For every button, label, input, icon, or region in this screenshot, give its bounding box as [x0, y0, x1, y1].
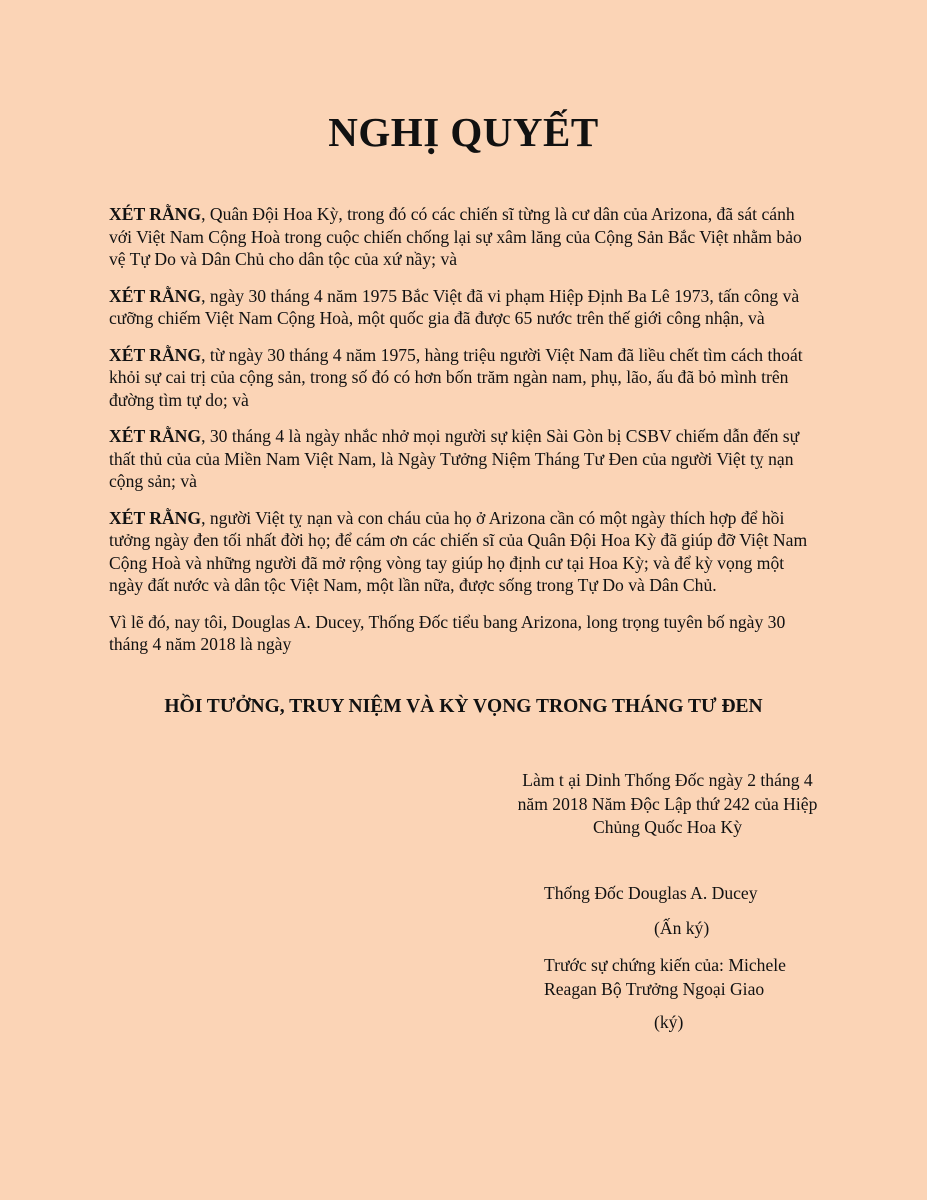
place-date-line: Chủng Quốc Hoa Kỳ [592, 817, 743, 837]
witness-line: Reagan Bộ Trưởng Ngoại Giao [544, 978, 765, 999]
whereas-lead: XÉT RẰNG [109, 507, 202, 528]
witness-signature: (ký) [654, 1012, 684, 1032]
closing-paragraph: Vì lẽ đó, nay tôi, Douglas A. Ducey, Thống Đốc tiểu bang Arizona, long trọng tuyên bố ngày 30 tháng 4 năm 2018 là ngày [109, 611, 786, 654]
signature-block [544, 882, 864, 906]
witness-block [544, 954, 864, 1001]
document-body [109, 203, 814, 670]
whereas-paragraph-4 [109, 425, 814, 493]
document-title: NGHỊ QUYẾT [328, 109, 599, 155]
whereas-text: , 30 tháng 4 là ngày nhắc nhở mọi người sự kiện Sài Gòn bị CSBV chiếm dẫn đến sự thất thủ của của Miền Nam Việt Nam, là Ngày Tưởng Niệm Tháng Tư Đen của người Việt tỵ nạn cộng sản; và [109, 426, 800, 491]
witness-line: Trước sự chứng kiến của: Michele [544, 955, 786, 975]
proclamation-heading: HỒI TƯỞNG, TRUY NIỆM VÀ KỲ VỌNG TRONG THÁNG TƯ ĐEN [164, 696, 763, 717]
whereas-text: , từ ngày 30 tháng 4 năm 1975, hàng triệu người Việt Nam đã liều chết tìm cách thoát khỏi sự cai trị của cộng sản, trong số đó có hơn bốn trăm ngàn nam, phụ, lão, ấu đã bỏ mình trên đường tìm tự do; và [109, 344, 803, 410]
governor-name: Thống Đốc Douglas A. Ducey [544, 883, 758, 903]
whereas-lead: XÉT RẰNG [109, 426, 202, 446]
place-date-line: Làm t ại Dinh Thống Đốc ngày 2 tháng 4 [522, 770, 813, 790]
whereas-text: , người Việt tỵ nạn và con cháu của họ ở Arizona cần có một ngày thích hợp để hồi tưởng ngày đen tối nhất đời họ; để cám ơn các chiến sĩ của Quân Đội Hoa Kỳ đã giúp đỡ Việt Nam Cộng Hoà và những người đã mở rộng vòng tay giúp họ định cư tại Hoa Kỳ; và để kỳ vọng một ngày đất nước và dân tộc Việt Nam, một lần nữa, được sống trong Tự Do và Dân Chủ. [109, 507, 808, 595]
governor-seal: (Ấn ký) [654, 918, 710, 938]
whereas-paragraph-3 [109, 344, 814, 412]
whereas-text: , Quân Đội Hoa Kỳ, trong đó có các chiến sĩ từng là cư dân của Arizona, đã sát cánh với Việt Nam Cộng Hoà trong cuộc chiến chống lại sự xâm lăng của Cộng Sản Bắc Việt nhằm bảo vệ Tự Do và Dân Chủ cho dân tộc của xứ nầy; và [109, 204, 802, 269]
place-date-line: năm 2018 Năm Độc Lập thứ 242 của Hiệp [517, 793, 818, 814]
whereas-lead: XÉT RẰNG [109, 204, 202, 224]
whereas-lead: XÉT RẰNG [109, 285, 202, 306]
whereas-lead: XÉT RẰNG [109, 344, 202, 365]
whereas-paragraph-5 [109, 507, 814, 597]
whereas-paragraph-1 [109, 203, 814, 271]
place-date-block [490, 769, 845, 840]
whereas-paragraph-2 [109, 285, 814, 330]
whereas-text: , ngày 30 tháng 4 năm 1975 Bắc Việt đã vi phạm Hiệp Định Ba Lê 1973, tấn công và cưỡng chiếm Việt Nam Cộng Hoà, một quốc gia đã được 65 nước trên thế giới công nhận, và [109, 285, 800, 328]
